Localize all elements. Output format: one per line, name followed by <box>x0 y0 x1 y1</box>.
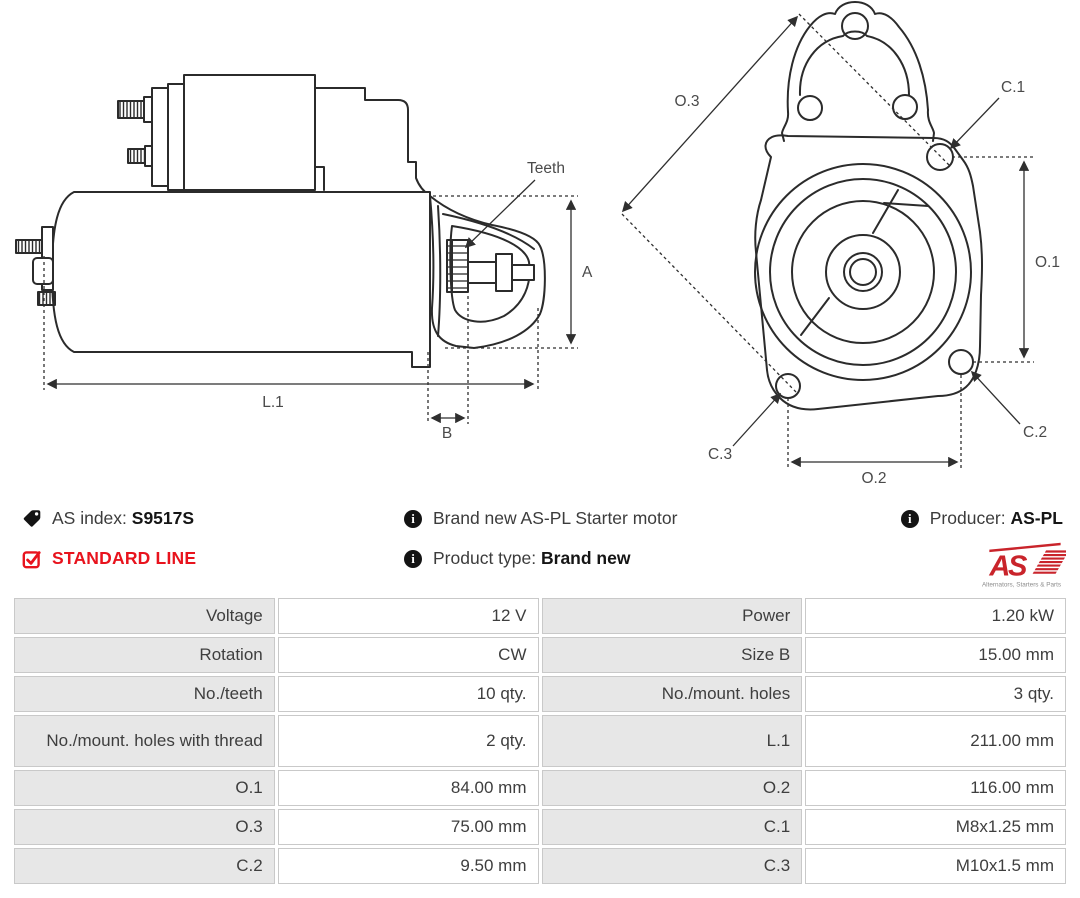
spec-label-no-mount-holes: No./mount. holes <box>542 676 803 712</box>
standard-line-badge: STANDARD LINE <box>52 548 197 568</box>
spec-value-power: 1.20 kW <box>805 598 1066 634</box>
spec-label-o2: O.2 <box>542 770 803 806</box>
starter-side-view-drawing <box>0 0 620 490</box>
logo-stripes <box>1033 550 1066 573</box>
as-index-item <box>22 508 194 529</box>
spec-value-c1: M8x1.25 mm <box>805 809 1066 845</box>
info-icon: i <box>900 509 920 529</box>
spec-value-o3: 75.00 mm <box>278 809 539 845</box>
spec-label-c1: C.1 <box>542 809 803 845</box>
spec-value-c2: 9.50 mm <box>278 848 539 884</box>
spec-value-no-teeth: 10 qty. <box>278 676 539 712</box>
spec-label-o3: O.3 <box>14 809 275 845</box>
spec-value-c3: M10x1.5 mm <box>805 848 1066 884</box>
spec-label-no-teeth: No./teeth <box>14 676 275 712</box>
spec-value-voltage: 12 V <box>278 598 539 634</box>
checkbox-checked-icon <box>22 549 42 569</box>
dim-label-c3: C.3 <box>707 446 733 463</box>
spec-label-voltage: Voltage <box>14 598 275 634</box>
dim-label-a: A <box>582 264 593 281</box>
product-type-text <box>433 548 630 569</box>
spec-label-c3: C.3 <box>542 848 803 884</box>
dim-label-teeth: Teeth <box>527 160 565 177</box>
dim-label-c1: C.1 <box>1001 79 1026 96</box>
logo-tagline: Alternators, Starters & Parts <box>981 581 1062 589</box>
info-icon: i <box>403 549 423 569</box>
as-index-value: S9517S <box>131 508 195 528</box>
spec-label-rotation: Rotation <box>14 637 275 673</box>
description-item <box>403 508 677 529</box>
as-pl-logo <box>974 540 1066 595</box>
info-icon: i <box>403 509 423 529</box>
producer-text <box>930 508 1063 529</box>
spec-value-rotation: CW <box>278 637 539 673</box>
description-text: Brand new AS-PL Starter motor <box>433 508 678 528</box>
spec-label-power: Power <box>542 598 803 634</box>
producer-value: AS-PL <box>1010 508 1063 528</box>
standard-line-item <box>22 548 196 569</box>
dim-label-c2: C.2 <box>1023 424 1048 441</box>
spec-label-l1: L.1 <box>542 715 803 767</box>
tag-icon <box>22 509 42 529</box>
dim-label-o2: O.2 <box>861 470 887 487</box>
product-type-label: Product type: <box>433 548 537 568</box>
spec-table <box>14 598 1066 884</box>
starter-front-view-drawing <box>600 0 1070 490</box>
spec-value-o2: 116.00 mm <box>805 770 1066 806</box>
dim-label-o1: O.1 <box>1035 254 1060 271</box>
spec-label-size-b: Size B <box>542 637 803 673</box>
spec-value-no-mount-holes: 3 qty. <box>805 676 1066 712</box>
spec-value-size-b: 15.00 mm <box>805 637 1066 673</box>
spec-label-c2: C.2 <box>14 848 275 884</box>
producer-label: Producer: <box>929 508 1006 528</box>
spec-label-o1: O.1 <box>14 770 275 806</box>
spec-value-l1: 211.00 mm <box>805 715 1066 767</box>
spec-value-no-mount-holes-thread: 2 qty. <box>278 715 539 767</box>
product-type-item <box>403 548 630 569</box>
producer-item <box>900 508 1063 529</box>
dim-label-l1: L.1 <box>262 394 284 411</box>
as-index-text <box>52 508 194 529</box>
dim-label-b: B <box>441 425 453 442</box>
dim-label-o3: O.3 <box>674 93 700 110</box>
logo-as-text: AS <box>989 550 1026 583</box>
spec-label-no-mount-holes-thread: No./mount. holes with thread <box>14 715 275 767</box>
product-type-value: Brand new <box>541 548 631 568</box>
as-index-label: AS index: <box>52 508 127 528</box>
spec-value-o1: 84.00 mm <box>278 770 539 806</box>
